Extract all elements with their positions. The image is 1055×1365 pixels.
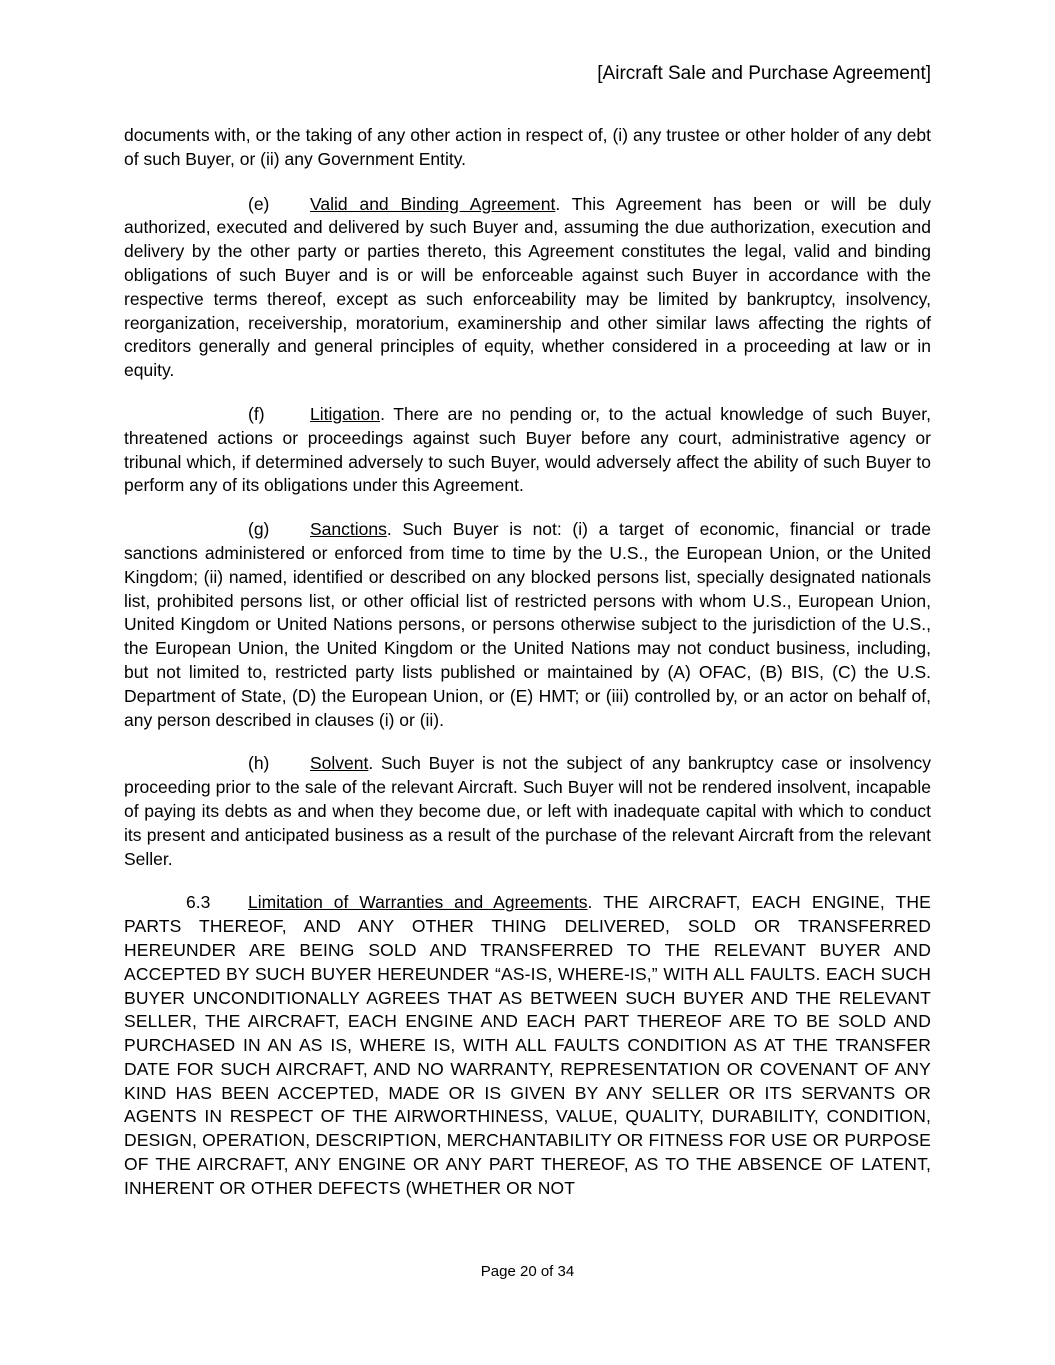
intro-paragraph: documents with, or the taking of any other action in respect of, (i) any trustee or other holder of any debt of such Buyer, or (ii) any Government Entity. [124, 125, 931, 169]
section-title: Solvent [310, 753, 369, 774]
section-title: Limitation of Warranties and Agreements [248, 892, 588, 913]
section-title: Sanctions [310, 519, 387, 540]
section-number: 6.3 [186, 892, 211, 913]
section-text: THE AIRCRAFT, EACH ENGINE, THE PARTS THEREOF, AND ANY OTHER THING DELIVERED, SOLD OR TRANSFERRED HEREUNDER ARE BEING SOLD AND TRANSFERRED TO THE RELEVANT BUYER AND ACCEPTED BY SUCH BUYER HEREUNDER “AS-IS, WHERE-IS,” WITH ALL FAULTS. EACH SUCH BUYER UNCONDITIONALLY AGREES THAT AS BETWEEN SUCH BUYER AND THE RELEVANT SELLER, THE AIRCRAFT, EACH ENGINE AND EACH PART THEREOF ARE TO BE SOLD AND PURCHASED IN AN AS IS, WHERE IS, WITH ALL FAULTS CONDITION AS AT THE TRANSFER DATE FOR SUCH AIRCRAFT, AND NO WARRANTY, REPRESENTATION OR COVENANT OF ANY KIND HAS BEEN ACCEPTED, MADE OR IS GIVEN BY ANY SELLER OR ITS SERVANTS OR AGENTS IN RESPECT OF THE AIRWORTHINESS, VALUE, QUALITY, DURABILITY, CONDITION, DESIGN, OPERATION, DESCRIPTION, MERCHANTABILITY OR FITNESS FOR USE OR PURPOSE OF THE AIRCRAFT, ANY ENGINE OR ANY PART THEREOF, AS TO THE ABSENCE OF LATENT, INHERENT OR OTHER DEFECTS (WHETHER OR NOT [124, 892, 931, 1198]
section-g: (g) Sanctions. Such Buyer is not: (i) a target of economic, financial or trade sanctions administered or enforced from time to time by the U.S., the European Union, or the United Kingdom; (ii) named, identified or described on any blocked persons list, specially designated nationals list, prohibited persons list, or other official list of restricted persons with whom U.S., European Union, United Kingdom or United Nations persons, or persons otherwise subject to the jurisdiction of the U.S., the European Union, the United Kingdom or the United Nations may not conduct business, including, but not limited to, restricted party lists published or maintained by (A) OFAC, (B) BIS, (C) the U.S. Department of State, (D) the European Union, or (E) HMT; or (iii) controlled by, or an actor on behalf of, any person described in clauses (i) or (ii). [124, 519, 931, 730]
section-h: (h) Solvent. Such Buyer is not the subject of any bankruptcy case or insolvency proceeding prior to the sale of the relevant Aircraft. Such Buyer will not be rendered insolvent, incapable of paying its debts as and when they become due, or left with inadequate capital with which to conduct its present and anticipated business as a result of the purchase of the relevant Aircraft from the relevant Seller. [124, 753, 931, 869]
section-label: (f) [248, 403, 265, 424]
section-title: Valid and Binding Agreement [310, 193, 556, 214]
page-number: Page 20 of 34 [480, 1263, 575, 1280]
section-text: There are no pending or, to the actual knowledge of such Buyer, threatened actions or proceedings against such Buyer before any court, administrative agency or tribunal which, if determined adversely to such Buyer, would adversely affect the ability of such Buyer to perform any of its obligations under this Agreement. [124, 403, 931, 496]
section-text: This Agreement has been or will be duly authorized, executed and delivered by such Buyer and, assuming the due authorization, execution and delivery by the other party or parties thereto, this Agreement constitutes the legal, valid and binding obligations of such Buyer and is or will be enforceable against such Buyer in accordance with the respective terms thereof, except as such enforceability may be limited by bankruptcy, insolvency, reorganization, receivership, moratorium, examinership and other similar laws affecting the rights of creditors generally and general principles of equity, whether considered in a proceeding at law or in equity. [124, 193, 931, 381]
section-text: Such Buyer is not: (i) a target of economic, financial or trade sanctions administered or enforced from time to time by the U.S., the European Union, or the United Kingdom; (ii) named, identified or described on any blocked persons list, specially designated nationals list, prohibited persons list, or other official list of restricted persons with whom U.S., European Union, United Kingdom or United Nations persons, or persons otherwise subject to the jurisdiction of the U.S., the European Union, the United Kingdom or the United Nations may not conduct business, including, but not limited to, restricted party lists published or maintained by (A) OFAC, (B) BIS, (C) the U.S. Department of State, (D) the European Union, or (E) HMT; or (iii) controlled by, or an actor on behalf of, any person described in clauses (i) or (ii). [124, 519, 931, 730]
document-body [124, 124, 931, 1221]
section-label: (g) [248, 519, 270, 540]
section-e: (e) Valid and Binding Agreement. This Agreement has been or will be duly authorized, executed and delivered by such Buyer and, assuming the due authorization, execution and delivery by the other party or parties thereto, this Agreement constitutes the legal, valid and binding obligations of such Buyer and is or will be enforceable against such Buyer in accordance with the respective terms thereof, except as such enforceability may be limited by bankruptcy, insolvency, reorganization, receivership, moratorium, examinership and other similar laws affecting the rights of creditors generally and general principles of equity, whether considered in a proceeding at law or in equity. [124, 193, 931, 381]
running-header: [Aircraft Sale and Purchase Agreement] [597, 63, 931, 84]
section-title: Litigation [310, 403, 381, 424]
section-f: (f) Litigation. There are no pending or, to the actual knowledge of such Buyer, threatened actions or proceedings against such Buyer before any court, administrative agency or tribunal which, if determined adversely to such Buyer, would adversely affect the ability of such Buyer to perform any of its obligations under this Agreement. [124, 403, 931, 496]
section-6-3: 6.3 Limitation of Warranties and Agreements. THE AIRCRAFT, EACH ENGINE, THE PARTS THEREOF, AND ANY OTHER THING DELIVERED, SOLD OR TRANSFERRED HEREUNDER ARE BEING SOLD AND TRANSFERRED TO THE RELEVANT BUYER AND ACCEPTED BY SUCH BUYER HEREUNDER “AS-IS, WHERE-IS,” WITH ALL FAULTS. EACH SUCH BUYER UNCONDITIONALLY AGREES THAT AS BETWEEN SUCH BUYER AND THE RELEVANT SELLER, THE AIRCRAFT, EACH ENGINE AND EACH PART THEREOF ARE TO BE SOLD AND PURCHASED IN AN AS IS, WHERE IS, WITH ALL FAULTS CONDITION AS AT THE TRANSFER DATE FOR SUCH AIRCRAFT, AND NO WARRANTY, REPRESENTATION OR COVENANT OF ANY KIND HAS BEEN ACCEPTED, MADE OR IS GIVEN BY ANY SELLER OR ITS SERVANTS OR AGENTS IN RESPECT OF THE AIRWORTHINESS, VALUE, QUALITY, DURABILITY, CONDITION, DESIGN, OPERATION, DESCRIPTION, MERCHANTABILITY OR FITNESS FOR USE OR PURPOSE OF THE AIRCRAFT, ANY ENGINE OR ANY PART THEREOF, AS TO THE ABSENCE OF LATENT, INHERENT OR OTHER DEFECTS (WHETHER OR NOT [124, 892, 931, 1198]
section-text: Such Buyer is not the subject of any bankruptcy case or insolvency proceeding prior to the sale of the relevant Aircraft. Such Buyer will not be rendered insolvent, incapable of paying its debts as and when they become due, or left with inadequate capital with which to conduct its present and anticipated business as a result of the purchase of the relevant Aircraft from the relevant Seller. [124, 753, 931, 869]
section-label: (e) [248, 193, 270, 214]
section-label: (h) [248, 753, 270, 774]
